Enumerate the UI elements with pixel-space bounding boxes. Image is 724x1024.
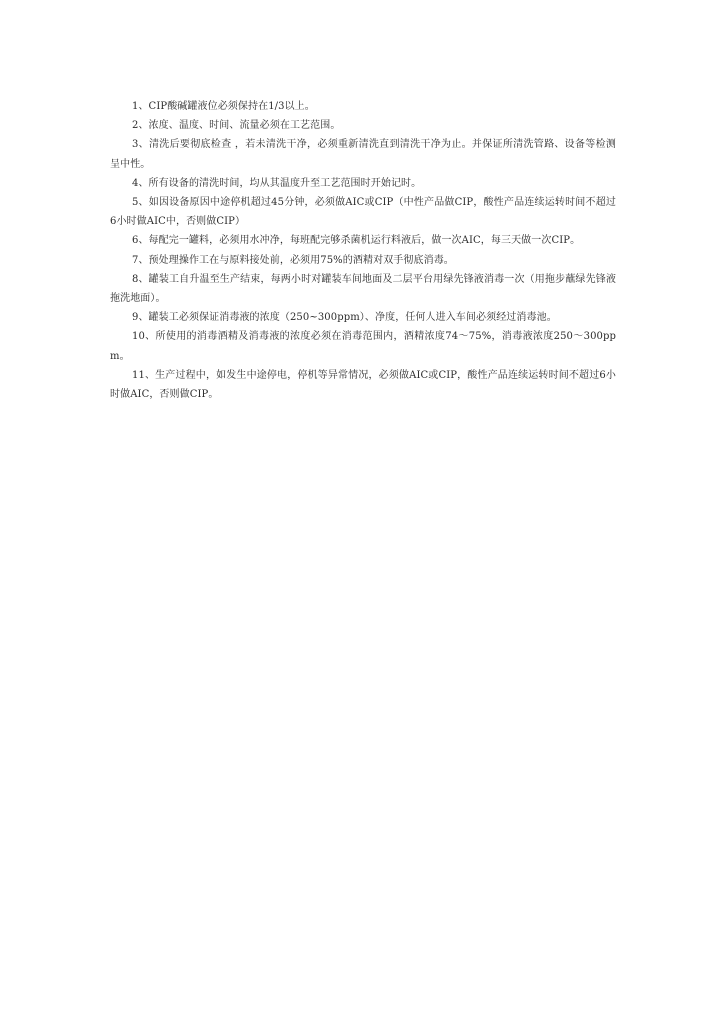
- paragraph-2: 2、浓度、温度、时间、流量必须在工艺范围。: [132, 120, 341, 132]
- paragraph-1: 1、CIP酸碱罐液位必须保持在1/3以上。: [132, 101, 315, 112]
- paragraph-5: 5、如因设备原因中途停机超过45分钟，必须做AIC或CIP（中性产品做CIP，酸性产品连续运转时间不超过6小时做AIC中，否则做CIP）: [110, 197, 616, 228]
- paragraph-10: 10、所使用的消毒酒精及消毒液的浓度必须在消毒范围内，酒精浓度74～75%，消毒液浓度250～300ppm。: [110, 331, 616, 362]
- paragraph-11: 11、生产过程中，如发生中途停电，停机等异常情况，必须做AIC或CIP，酸性产品连续运转时间不超过6小时做AIC，否则做CIP。: [110, 369, 616, 401]
- paragraph-9: 9、罐装工必须保证消毒液的浓度（250~300ppm）、净度，任何人进入车间必须经过消毒池。: [132, 312, 557, 324]
- paragraph-4: 4、所有设备的清洗时间，均从其温度升至工艺范围时开始记时。: [132, 177, 422, 189]
- paragraph-8: 8、罐装工自升温至生产结束，每两小时对罐装车间地面及二层平台用绿先锋液消毒一次（用拖步蘸绿先锋液拖洗地面）。: [110, 273, 616, 305]
- document-body: [110, 97, 616, 404]
- paragraph-6: 6、每配完一罐料，必须用水冲净，每班配完够杀菌机运行料液后，做一次AIC，每三天做一次CIP。: [132, 235, 581, 247]
- paragraph-3: 3、清洗后要彻底检查 ，若未清洗干净，必须重新清洗直到清洗干净为止。并保证所清洗管路、设备等检测呈中性。: [110, 139, 616, 170]
- paragraph-7: 7、预处理操作工在与原料接处前，必须用75%的酒精对双手彻底消毒。: [132, 254, 454, 266]
